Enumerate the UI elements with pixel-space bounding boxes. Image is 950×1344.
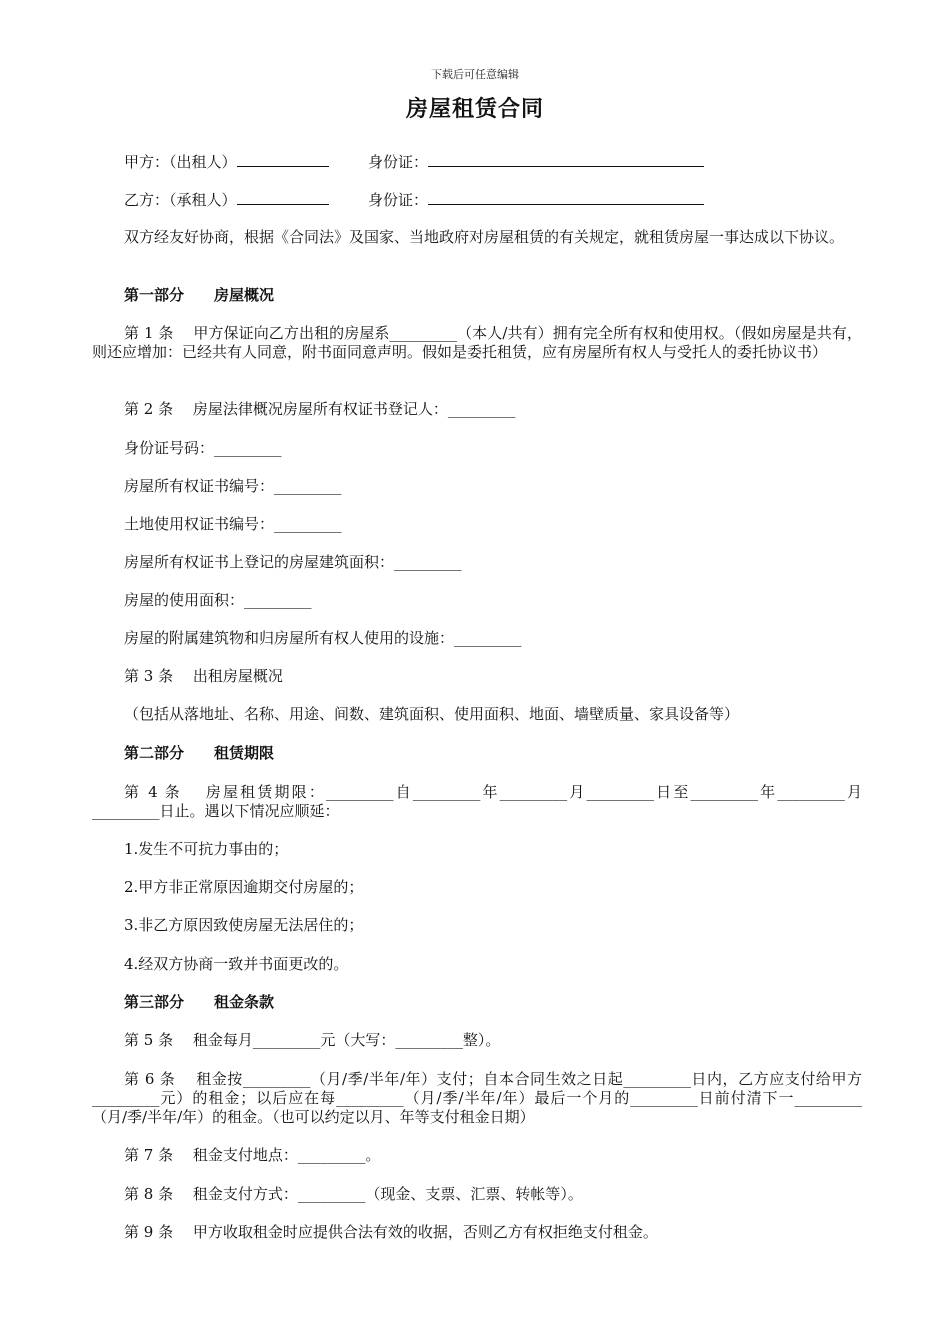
article-5: 第 5 条 租金每月_________元（大写：_________整）。	[124, 1031, 501, 1049]
ownership-cert-line: 房屋所有权证书编号：_________	[124, 477, 342, 495]
party-a-id-line	[368, 151, 704, 172]
intro-paragraph: 双方经友好协商，根据《合同法》及国家、当地政府对房屋租赁的有关规定，就租赁房屋一事达成以下协议。	[124, 228, 845, 246]
article-1: 第 1 条 甲方保证向乙方出租的房屋系_________（本人/共有）拥有完全所有权和使用权。（假如房屋是共有，则还应增加：已经共有人同意，附书面同意声明。假如是委托租赁，应有房屋所有权人与受托人的委托协议书）	[92, 324, 862, 361]
article-3-note: （包括从落地址、名称、用途、间数、建筑面积、使用面积、地面、墙壁质量、家具设备等）	[124, 705, 740, 723]
section-heading-part3: 第三部分 租金条款	[124, 993, 275, 1011]
section-heading-part2: 第二部分 租赁期限	[124, 744, 275, 762]
header-note: 下载后可任意编辑	[431, 68, 519, 81]
party-b-id-label: 身份证：	[368, 191, 429, 209]
article-6: 第 6 条 租金按_________（月/季/半年/年）支付；自本合同生效之日起_________日内，乙方应支付给甲方_________元）的租金；以后应在每_________（月/季/半年/年）最后一个月的_________日前付清下一_________（月/季/半年/年）的租金。（也可以约定以月、年等支付租金日期）	[92, 1070, 862, 1126]
party-a-id-label: 身份证：	[368, 153, 429, 171]
article-4: 第 4 条 房屋租赁期限：_________自_________年_________月_________日至_________年_________月_________日止。遇以下情况应顺延：	[92, 783, 862, 820]
party-a-id-blank	[428, 151, 704, 167]
party-b-label: 乙方：（承租人）	[124, 191, 237, 209]
party-b-id-blank	[428, 189, 704, 205]
party-b-id-line	[368, 189, 704, 210]
article-8: 第 8 条 租金支付方式：_________（现金、支票、汇票、转帐等）。	[124, 1185, 583, 1203]
facilities-line: 房屋的附属建筑物和归房屋所有权人使用的设施：_________	[124, 629, 522, 647]
party-a-label: 甲方：（出租人）	[124, 153, 237, 171]
id-number-line: 身份证号码：_________	[124, 439, 282, 457]
building-area-line: 房屋所有权证书上登记的房屋建筑面积：_________	[124, 553, 462, 571]
document-title: 房屋租赁合同	[405, 96, 544, 122]
party-b-blank	[237, 189, 329, 205]
article-3: 第 3 条 出租房屋概况	[124, 667, 283, 685]
land-cert-line: 土地使用权证书编号：_________	[124, 515, 342, 533]
party-a-line	[124, 151, 329, 172]
party-b-line	[124, 189, 329, 210]
extension-item-1: 1.发生不可抗力事由的；	[124, 840, 289, 858]
article-7: 第 7 条 租金支付地点：_________。	[124, 1146, 381, 1164]
article-9: 第 9 条 甲方收取租金时应提供合法有效的收据，否则乙方有权拒绝支付租金。	[124, 1223, 658, 1241]
extension-item-4: 4.经双方协商一致并书面更改的。	[124, 955, 349, 973]
party-a-blank	[237, 151, 329, 167]
section-heading-part1: 第一部分 房屋概况	[124, 286, 275, 304]
extension-item-2: 2.甲方非正常原因逾期交付房屋的；	[124, 878, 364, 896]
extension-item-3: 3.非乙方原因致使房屋无法居住的；	[124, 916, 364, 934]
usable-area-line: 房屋的使用面积：_________	[124, 591, 312, 609]
article-2: 第 2 条 房屋法律概况房屋所有权证书登记人：_________	[124, 400, 516, 418]
